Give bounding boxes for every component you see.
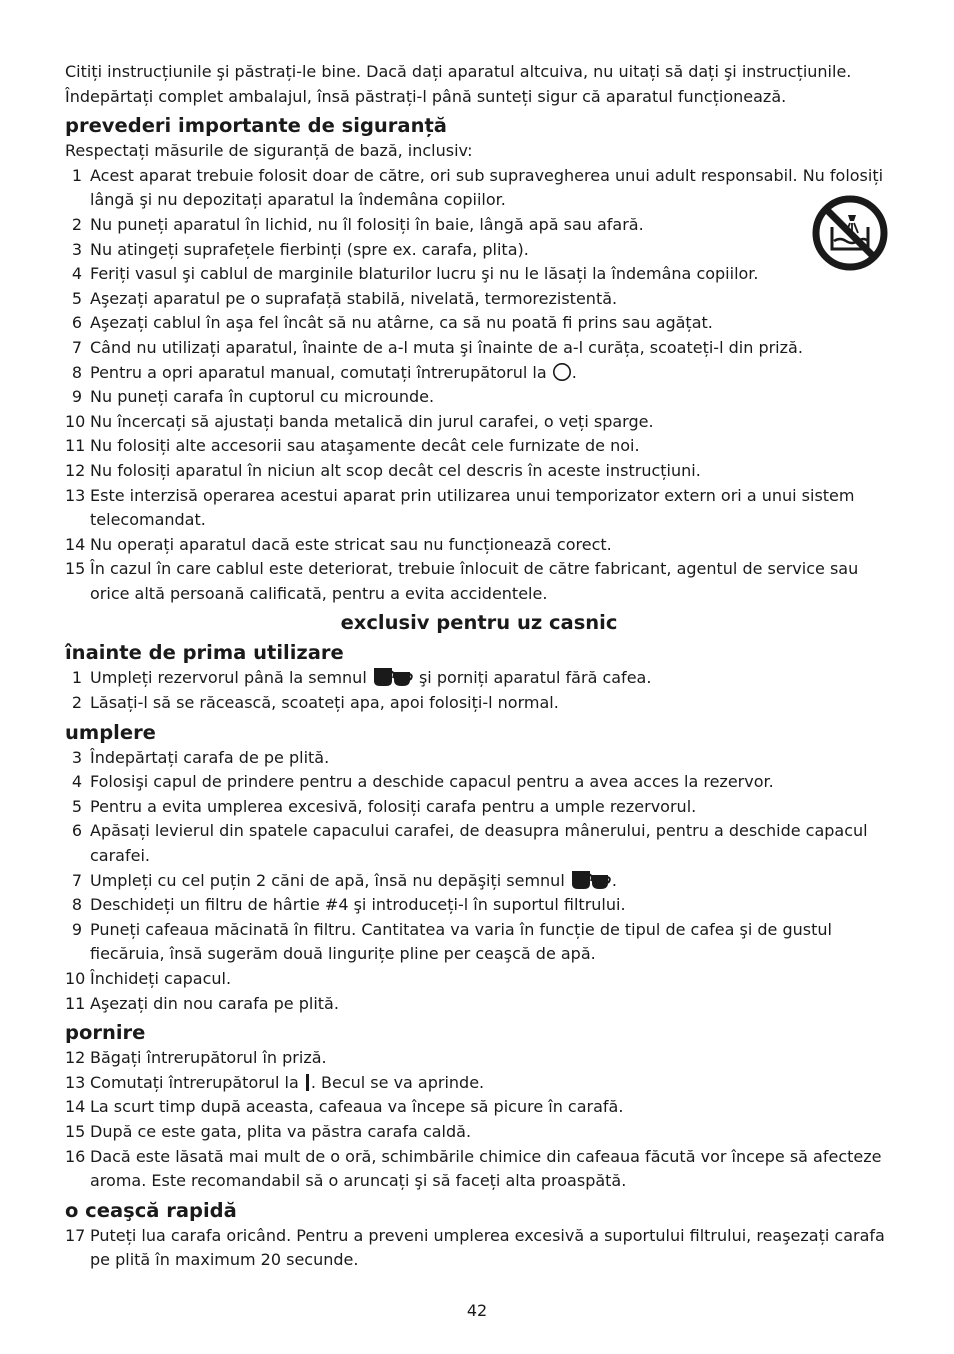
list-item: 17 Puteți lua carafa oricând. Pentru a preveni umplerea excesivă a suportului filtrului, reaşezați carafa pe plită în maximum 20 secunde. [65,1225,885,1270]
list-item: 7 Când nu utilizați aparatul, înainte de a-l muta şi înainte de a-l curăța, scoateți-l din priză. [71,337,803,357]
list-item: 3 Îndepărtați carafa de pe plită. [71,747,330,767]
list-item: 1 Acest aparat trebuie folosit doar de către, ori sub supravegherea unui adult responsabil. Nu folosiți lângă şi nu depozitați aparatul la îndemâna copiilor. [71,165,884,210]
list-item: 14 Nu operați aparatul dacă este stricat sau nu funcționează corect. [65,534,612,554]
list-item: 1 Umpleți rezervorul până la semnul şi porniți aparatul fără cafea. [71,668,652,688]
list-item: 10 Închideți capacul. [65,969,232,988]
off-circle-icon [552,362,572,382]
list-item: 6 Aşezați cablul în aşa fel încât să nu atârne, ca să nu poată fi prins sau agățat. [71,313,713,333]
on-bar-icon [306,1074,309,1091]
household-use-notice: exclusiv pentru uz casnic [340,611,618,635]
list-item: 15 În cazul în care cablul este deteriorat, trebuie înlocuit de către fabricant, agentul de service sau orice altă persoană calificată, pentru a evita accidentele. [65,559,859,603]
list-item: 9 Puneți cafeaua măcinată în filtru. Cantitatea va varia în funcție de tipul de cafea şi de gustul fiecăruia, însă sugerăm două lingurițe pline per ceaşcă de apă. [71,919,832,964]
list-item: 9 Nu puneți carafa în cuptorul cu microunde. [71,387,435,407]
filling-list [65,746,893,1017]
list-item: 14 La scurt timp după aceasta, cafeaua va începe să picure în carafă. [65,1097,624,1117]
list-item: 5 Pentru a evita umplerea excesivă, folosiți carafa pentru a umple rezervorul. [71,796,697,816]
starting-heading: pornire [65,1021,146,1045]
list-item: 7 Umpleți cu cel puțin 2 căni de apă, însă nu depăşiți semnul . [71,870,617,890]
page-number: 42 [466,1301,488,1320]
safety-heading: prevederi importante de siguranță [65,114,447,138]
list-item: 15 După ce este gata, plita va păstra carafa caldă. [65,1121,472,1141]
list-item: 12 Nu folosiți aparatul în niciun alt scop decât cel descris în aceste instrucțiuni. [65,460,701,480]
filling-heading: umplere [65,720,156,744]
intro-line: Citiți instrucțiunile şi păstrați-le bine. Dacă dați aparatul altcuiva, nu uitați să dați şi instrucțiunile. [65,62,852,81]
list-item: 11 Aşezați din nou carafa pe plită. [65,993,339,1013]
list-item: 4 Folosişi capul de prindere pentru a deschide capacul pentru a avea acces la rezervor. [71,772,774,792]
instruction-page [65,60,893,1273]
list-item: 5 Aşezați aparatul pe o suprafață stabilă, nivelată, termorezistentă. [71,288,618,308]
safety-lead: Respectați măsurile de siguranță de bază, inclusiv: [65,141,473,161]
no-water-immersion-icon [810,193,890,273]
intro-line: Îndepărtați complet ambalajul, însă păstrați-l până sunteți sigur că aparatul funcționează. [65,86,787,106]
list-item: 12 Băgați întrerupătorul în priză. [65,1048,327,1068]
two-cups-icon [372,667,414,687]
list-item: 10 Nu încercați să ajustați banda metalică din jurul carafei, o veți sparge. [65,411,654,431]
list-item: 2 Lăsați-l să se răcească, scoateți apa, apoi folosiți-l normal. [71,693,559,713]
two-cups-icon [570,870,612,890]
list-item: 8 Pentru a opri aparatul manual, comutați întrerupătorul la . [71,362,577,382]
list-item: 8 Deschideți un filtru de hârtie #4 şi introduceți-l în suportul filtrului. [71,895,626,915]
list-item: 3 Nu atingeți suprafețele fierbinți (spre ex. carafa, plita). [71,239,529,259]
before-first-use-list [65,666,893,715]
quick-cup-list [65,1224,893,1273]
list-item: 2 Nu puneți aparatul în lichid, nu îl folosiți în baie, lângă apă sau afară. [71,214,644,234]
quick-cup-heading: o ceaşcă rapidă [65,1198,237,1222]
list-item: 4 Feriți vasul şi cablul de marginile blaturilor lucru şi nu le lăsați la îndemâna copiilor. [71,264,759,284]
before-first-use-heading: înainte de prima utilizare [65,641,344,665]
list-item: 6 Apăsați levierul din spatele capacului carafei, de deasupra mânerului, pentru a deschide capacul carafei. [71,821,868,866]
list-item: 13 Este interzisă operarea acestui aparat prin utilizarea unui temporizator extern ori a unui sistem telecomandat. [65,485,855,530]
starting-list [65,1046,893,1194]
safety-list [65,164,893,607]
list-item: 16 Dacă este lăsată mai mult de o oră, schimbările chimice din cafeaua făcută vor începe să afecteze aroma. Este recomandabil să o aruncați şi să faceți alta proaspătă. [65,1146,882,1191]
list-item: 13 Comutați întrerupătorul la . Becul se va aprinde. [65,1072,485,1092]
list-item: 11 Nu folosiți alte accesorii sau ataşamente decât cele furnizate de noi. [65,436,640,456]
